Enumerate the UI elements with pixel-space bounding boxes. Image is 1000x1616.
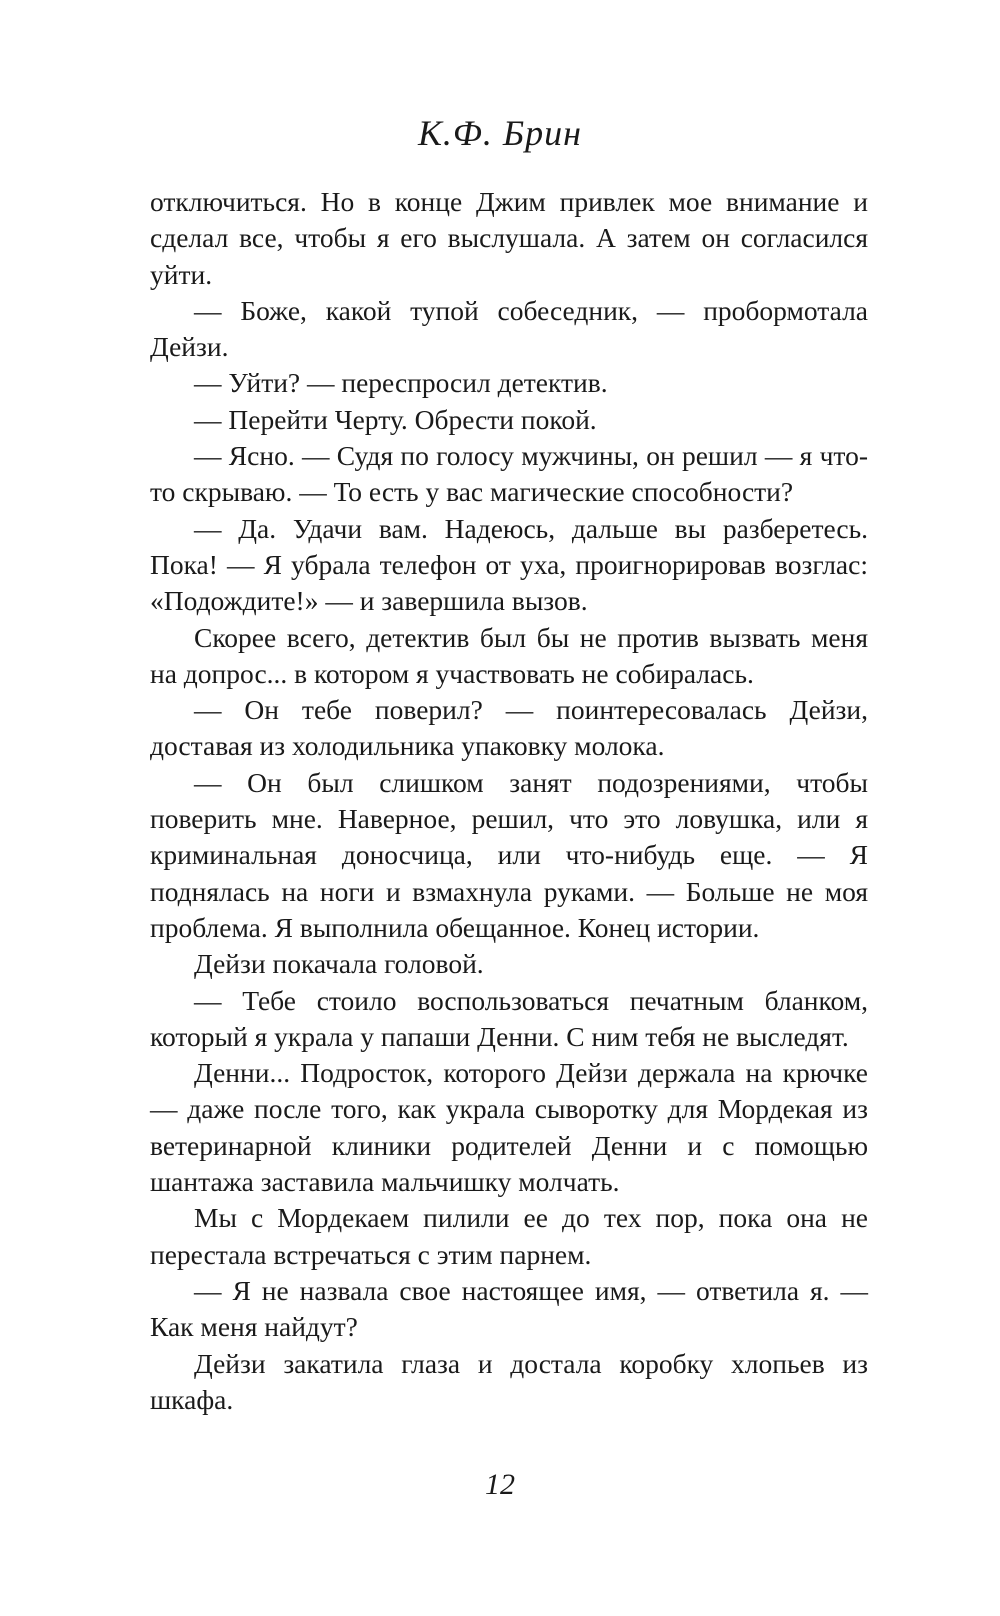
paragraph: — Уйти? — переспросил детектив. — [194, 367, 608, 399]
paragraph: — Он был слишком занят подозрениями, чтобы поверить мне. Наверное, решил, что это ловушка, или я криминальная доносчица, или что-нибудь еще. — Я поднялась на ноги и взмахнула руками. — Больше не моя проблема. Я выполнила обещанное. Конец истории. — [150, 766, 868, 943]
paragraph: Скорее всего, детектив был бы не против вызвать меня на допрос... в котором я участвовать не собиралась. — [150, 621, 868, 689]
paragraph: — Да. Удачи вам. Надеюсь, дальше вы разберетесь. Пока! — Я убрала телефон от уха, проигнорировав возглас: «Подождите!» — и завершила вызов. — [150, 512, 868, 617]
paragraph: отключиться. Но в конце Джим привлек мое внимание и сделал все, чтобы я его выслушала. А затем он согласился уйти. — [150, 186, 868, 290]
running-title: К.Ф. Брин — [418, 113, 582, 153]
paragraph: — Тебе стоило воспользоваться печатным бланком, который я украла у папаши Денни. С ним тебя не выследят. — [150, 984, 868, 1052]
paragraph: — Ясно. — Судя по голосу мужчины, он решил — я что-то скрываю. — То есть у вас магические способности? — [150, 440, 868, 508]
paragraph: — Перейти Черту. Обрести покой. — [194, 403, 597, 435]
paragraph: — Боже, какой тупой собеседник, — пробормотала Дейзи. — [150, 294, 868, 363]
body-text — [150, 184, 868, 1418]
paragraph: Мы с Мордекаем пилили ее до тех пор, пока она не перестала встречаться с этим парнем. — [150, 1202, 868, 1270]
paragraph: Дейзи закатила глаза и достала коробку хлопьев из шкафа. — [150, 1347, 868, 1415]
paragraph: — Я не назвала свое настоящее имя, — ответила я. — Как меня найдут? — [150, 1274, 868, 1343]
paragraph: — Он тебе поверил? — поинтересовалась Дейзи, доставая из холодильника упаковку молока. — [150, 694, 868, 762]
page-number: 12 — [485, 1468, 515, 1501]
paragraph: Денни... Подросток, которого Дейзи держала на крючке — даже после того, как украла сыворотку для Мордекая из ветеринарной клиники родителей Денни и с помощью шантажа заставила мальчишку молчать. — [150, 1057, 868, 1198]
paragraph: Дейзи покачала головой. — [194, 948, 484, 980]
